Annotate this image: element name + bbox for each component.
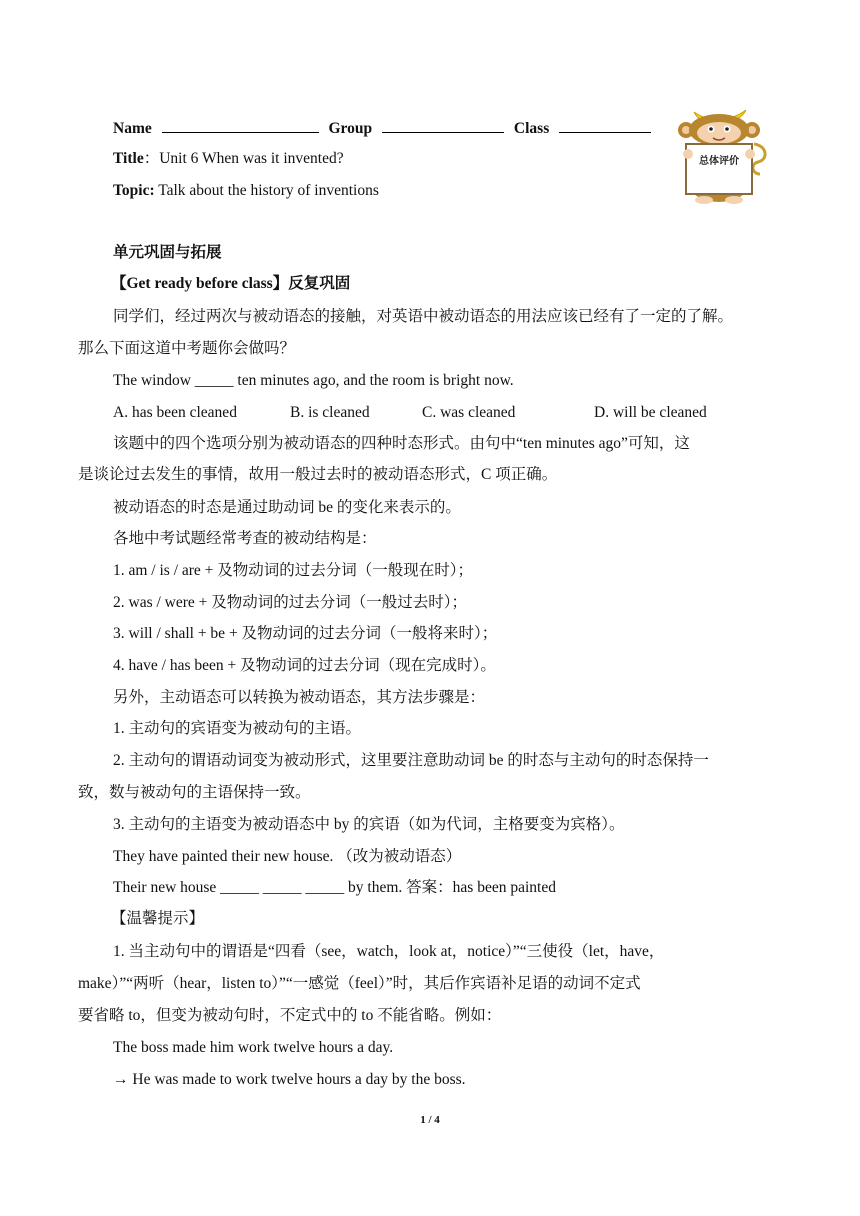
option-b: B. is cleaned: [290, 404, 370, 421]
group-blank[interactable]: [382, 118, 504, 133]
intro-line-2: 那么下面这道中考题你会做吗？: [78, 340, 296, 357]
tip-line-1: 1. 当主动句中的谓语是“四看（see，watch，look at，notice）”“三使役（let，have，: [113, 943, 665, 960]
explain-line-1: 该题中的四个选项分别为被动语态的四种时态形式。由句中“ten minutes ago”可知，这: [113, 435, 690, 452]
structure-item: 3. will / shall + be + 及物动词的过去分词（一般将来时）；: [113, 625, 498, 642]
structure-item: 4. have / has been + 及物动词的过去分词（现在完成时）。: [113, 657, 496, 674]
class-label: Class: [513, 120, 550, 137]
step-2-line-2: 致，数与被动句的主语保持一致。: [78, 784, 311, 801]
step-2-line-1: 2. 主动句的谓语动词变为被动形式，这里要注意助动词 be 的时态与主动句的时态保持一: [113, 752, 709, 769]
tip-heading: 【温馨提示】: [111, 910, 205, 927]
example-active: They have painted their new house. （改为被动语态）: [113, 848, 462, 865]
option-d: D. will be cleaned: [594, 404, 707, 421]
tip-line-2: make）”“两听（hear，listen to）”“一感觉（feel）”时，其后作宾语补足语的动词不定式: [78, 975, 641, 992]
topic-label: Topic:: [113, 182, 155, 199]
structure-item: 2. was / were + 及物动词的过去分词（一般过去时）；: [113, 594, 468, 611]
title-value: Unit 6 When was it invented?: [159, 150, 344, 167]
subheading-en: 【Get ready before class】: [111, 275, 289, 292]
title-row: [113, 149, 344, 169]
step-1: 1. 主动句的宾语变为被动句的主语。: [113, 720, 362, 737]
topic-value: Talk about the history of inventions: [154, 182, 379, 199]
topic-row: [113, 181, 379, 201]
monkey-icon: [668, 104, 770, 204]
option-c: C. was cleaned: [422, 404, 516, 421]
step-3: 3. 主动句的主语变为被动语态中 by 的宾语（如为代词，主格要变为宾格）。: [113, 816, 625, 833]
name-blank[interactable]: [162, 118, 319, 133]
tense-note: 被动语态的时态是通过助动词 be 的变化来表示的。: [113, 499, 461, 516]
option-a: A. has been cleaned: [113, 404, 237, 421]
tip-example-1: The boss made him work twelve hours a day.: [113, 1039, 394, 1056]
group-label: Group: [328, 120, 373, 137]
subheading: [111, 274, 350, 294]
badge-text: 总体评价: [699, 156, 739, 167]
subheading-zh: 反复巩固: [288, 275, 351, 292]
student-info-row: [113, 118, 657, 139]
evaluation-badge: [668, 104, 770, 204]
tip-example-2: → He was made to work twelve hours a day by the boss.: [113, 1071, 466, 1088]
title-separator: ：: [143, 150, 160, 167]
steps-intro: 另外，主动语态可以转换为被动语态，其方法步骤是：: [113, 689, 486, 706]
question-text: The window _____ ten minutes ago, and the room is bright now.: [113, 372, 514, 389]
section-heading: 单元巩固与拓展: [113, 244, 222, 261]
tip-line-3: 要省略 to，但变为被动句时，不定式中的 to 不能省略。例如：: [78, 1007, 502, 1024]
structure-item: 1. am / is / are + 及物动词的过去分词（一般现在时）；: [113, 562, 474, 579]
class-blank[interactable]: [559, 118, 651, 133]
intro-line-1: 同学们，经过两次与被动语态的接触，对英语中被动语态的用法应该已经有了一定的了解。: [113, 308, 734, 325]
structures-intro: 各地中考试题经常考查的被动结构是：: [113, 530, 377, 547]
page-number: 1 / 4: [420, 1114, 440, 1126]
name-label: Name: [113, 120, 152, 137]
explain-line-2: 是谈论过去发生的事情，故用一般过去时的被动语态形式，C 项正确。: [78, 466, 558, 483]
title-label: Title: [113, 150, 144, 167]
example-passive: Their new house _____ _____ _____ by them. 答案：has been painted: [113, 879, 556, 896]
